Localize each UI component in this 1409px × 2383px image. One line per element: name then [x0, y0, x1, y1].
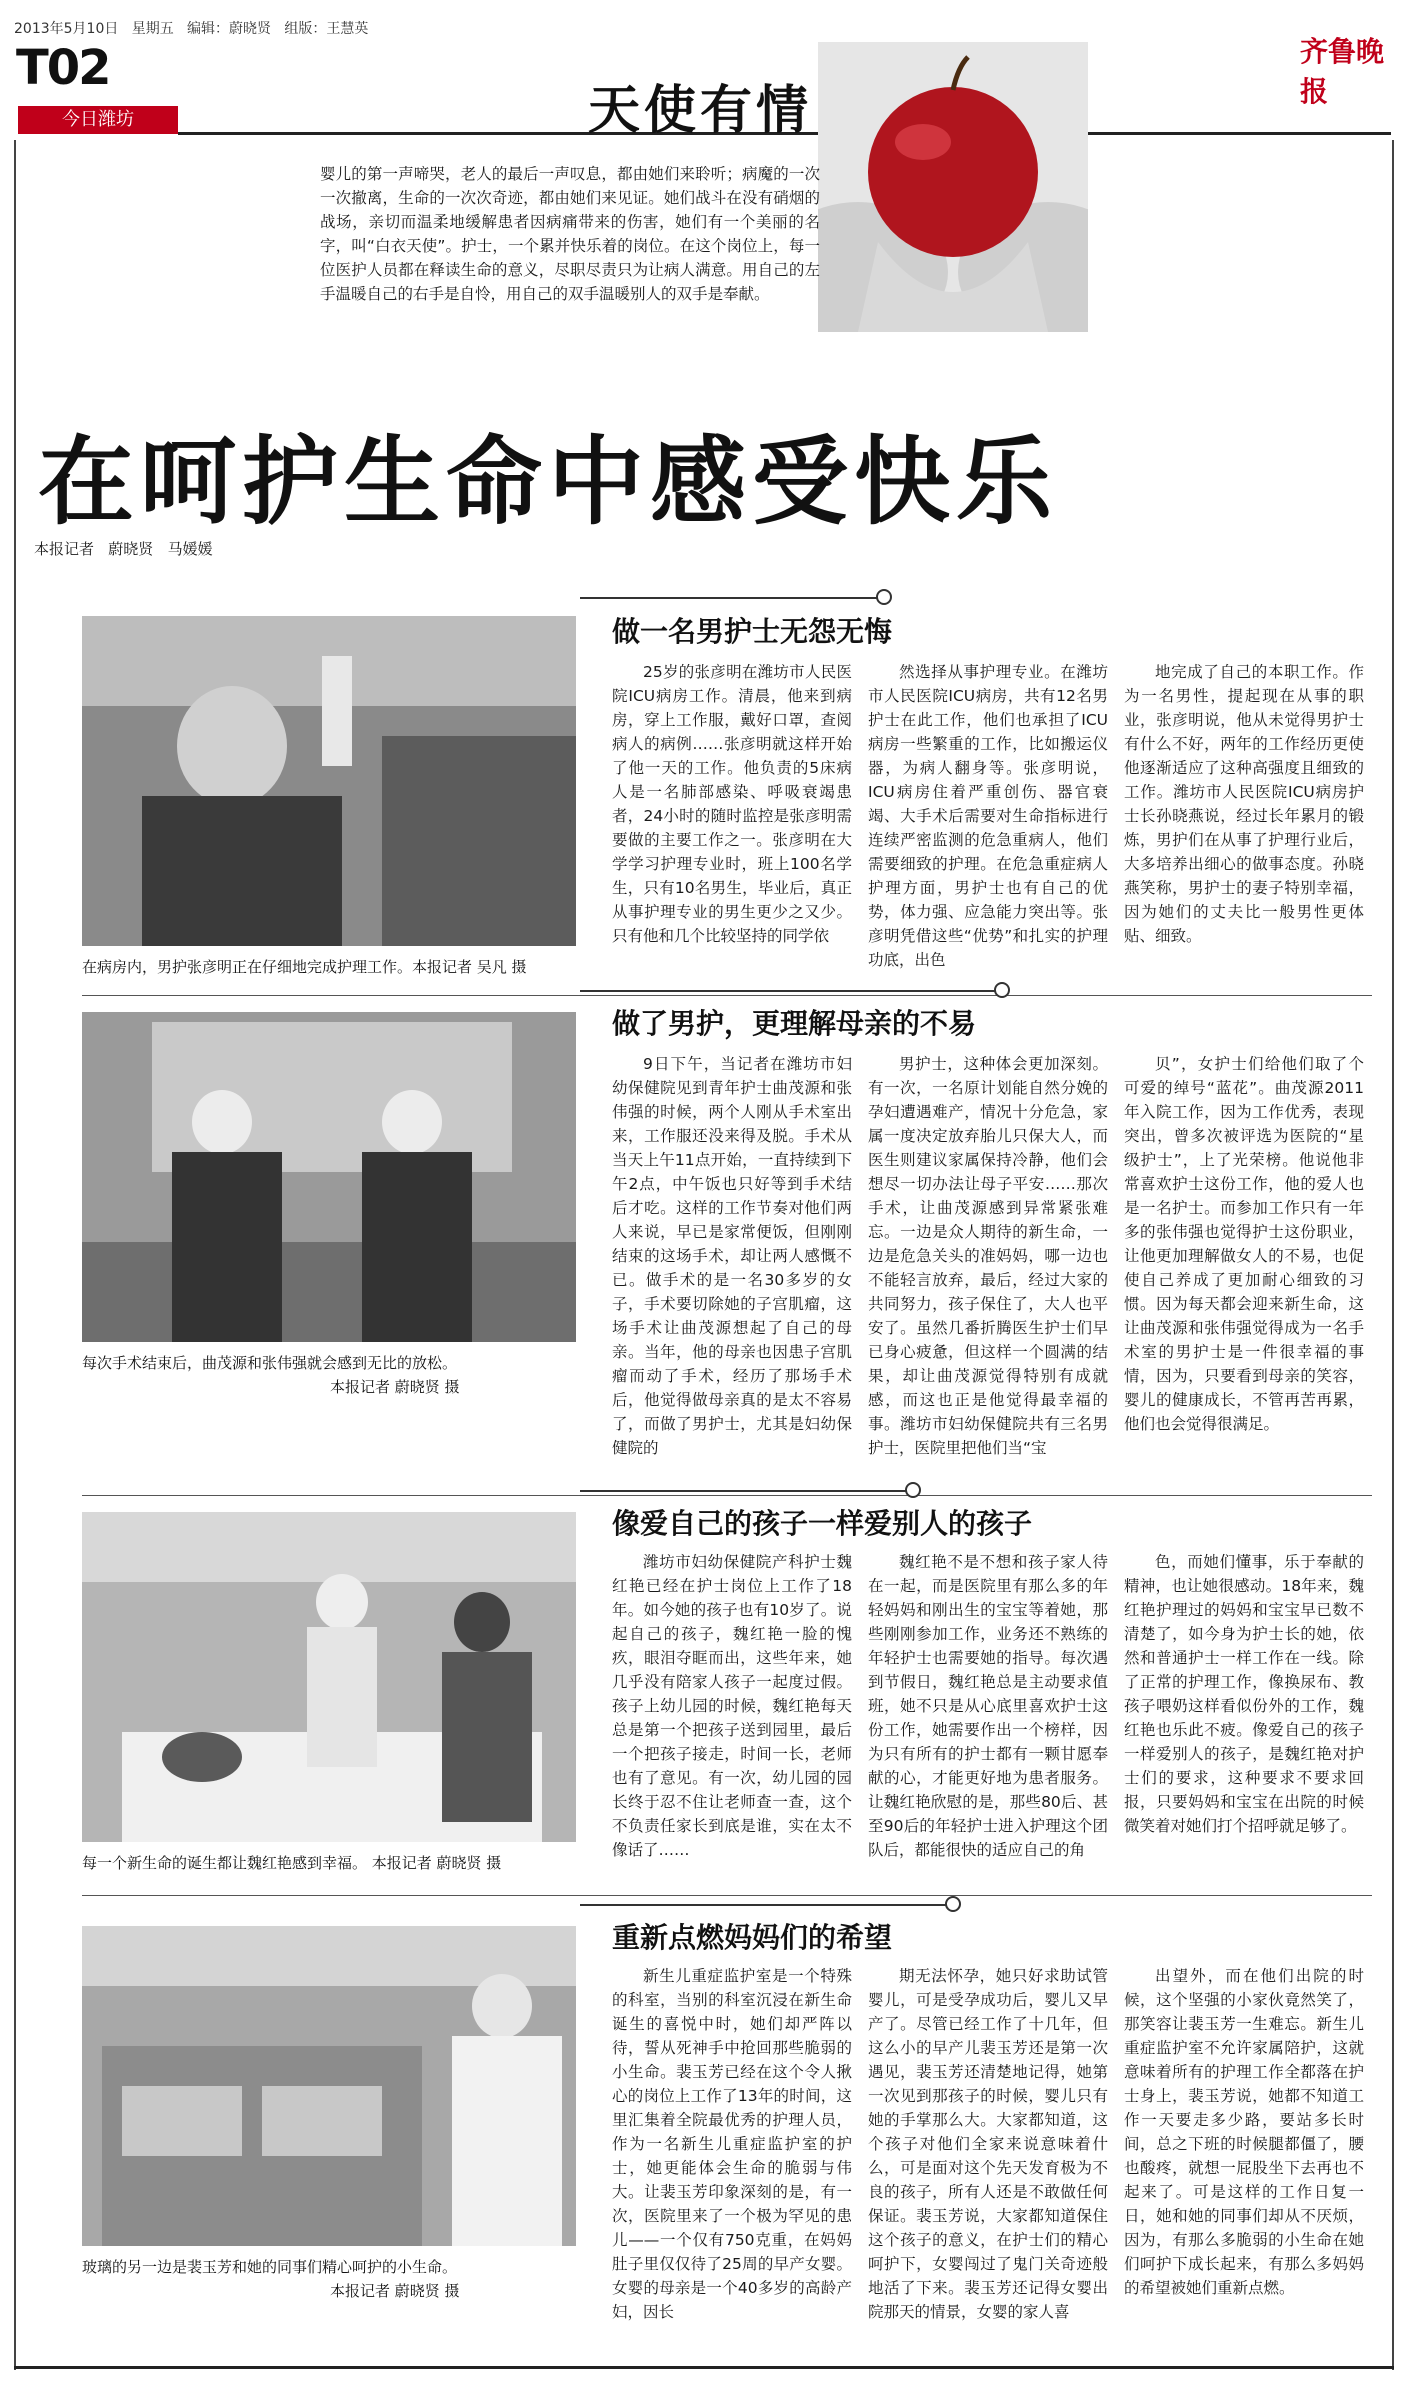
- section-rule: [580, 1904, 950, 1906]
- section-title: 做了男护，更理解母亲的不易: [612, 1007, 977, 1040]
- photo-male-nurse-icu: [82, 616, 576, 946]
- article-column: 新生儿重症监护室是一个特殊的科室，当别的科室沉浸在新生命诞生的喜悦中时，她们却严阵以待，誓从死神手中抢回那些脆弱的小生命。裴玉芳已经在这个令人揪心的岗位上工作了13年的时间，这里汇集着全院最优秀的护理人员，作为一名新生儿重症监护室的护士，她更能体会生命的脆弱与伟大。让裴玉芳印象深刻的是，有一次，医院里来了一个极为罕见的患儿——一个仅有750克重，在妈妈肚子里仅仅待了25周的早产女婴。女婴的母亲是一个40多岁的高龄产妇，因长: [612, 1967, 852, 2321]
- article-column: 25岁的张彦明在潍坊市人民医院ICU病房工作。清晨，他来到病房，穿上工作服，戴好口罩，查阅病人的病例……张彦明就这样开始了他一天的工作。他负责的5床病人是一名肺部感染、呼吸衰竭患者，24小时的随时监控是张彦明需要做的主要工作之一。张彦明在大学学习护理专业时，班上100名学生，只有10名男生，毕业后，真正从事护理专业的男生更少之又少。只有他和几个比较坚持的同学依: [612, 663, 852, 945]
- main-headline: 在呵护生命中感受快乐: [38, 426, 1058, 538]
- byline: 本报记者 蔚晓贤 马媛媛: [34, 540, 213, 558]
- section-title: 重新点燃妈妈们的希望: [612, 1921, 893, 1954]
- photo-credit: 本报记者 蔚晓贤 摄: [330, 2282, 460, 2300]
- section-rule: [580, 990, 1000, 992]
- article-column: 男护士，这种体会更加深刻。有一次，一名原计划能自然分娩的孕妇遭遇难产，情况十分危急，家属一度决定放弃胎儿只保大人，而医生则建议家属保持冷静，他们会想尽一切办法让母子平安……那次手术，让曲茂源感到异常紧张难忘。一边是众人期待的新生命，一边是危急关头的准妈妈，哪一边也不能轻言放弃，最后，经过大家的共同努力，孩子保住了，大人也平安了。虽然几番折腾医生护士们早已身心疲惫，但这样一个圆满的结果，却让曲茂源觉得特别有成就感，而这也正是他觉得最幸福的事。潍坊市妇幼保健院共有三名男护士，医院里把他们当“宝: [868, 1055, 1108, 1457]
- photo-caption: 在病房内，男护张彦明正在仔细地完成护理工作。本报记者 吴凡 摄: [82, 958, 527, 976]
- article-column: 出望外，而在他们出院的时候，这个坚强的小家伙竟然笑了，那笑容让裴玉芳一生难忘。新生儿重症监护室不允许家属陪护，这就意味着所有的护理工作全都落在护士身上，裴玉芳说，她都不知道工作一天要走多少路，要站多长时间，总之下班的时候腿都僵了，腰也酸疼，就想一屁股坐下去再也不起来了。可是这样的工作日复一日，她和她的同事们却从不厌烦，因为，有那么多脆弱的小生命在她们呵护下成长起来，有那么多妈妈的希望被她们重新点燃。: [1124, 1967, 1364, 2297]
- left-border: [14, 140, 16, 2370]
- section-rule: [580, 1490, 910, 1492]
- section-divider: [82, 1495, 1372, 1496]
- bottom-rule: [14, 2366, 1394, 2369]
- article-column: 地完成了自己的本职工作。作为一名男性，提起现在从事的职业，张彦明说，他从未觉得男护士有什么不好，两年的工作经历更使他逐渐适应了这种高强度且细致的工作。潍坊市人民医院ICU病房护士长孙晓燕说，经过长年累月的锻炼，男护们在从事了护理行业后，大多培养出细心的做事态度。孙晓燕笑称，男护士的妻子特别幸福，因为她们的丈夫比一般男性更体贴、细致。: [1124, 663, 1364, 945]
- section-rule: [580, 597, 880, 599]
- photo-neonatal-icu: [82, 1926, 576, 2246]
- photo-caption: 每次手术结束后，曲茂源和张伟强就会感到无比的放松。: [82, 1354, 458, 1372]
- section-divider: [82, 995, 1372, 996]
- article-column: 然选择从事护理专业。在潍坊市人民医院ICU病房，共有12名男护士在此工作，他们也承担了ICU病房一些繁重的工作，比如搬运仪器，为病人翻身等。张彦明说，ICU病房住着严重创伤、器官衰竭、大手术后需要对生命指标进行连续严密监测的危急重病人，他们需要细致的护理。在危急重症病人护理方面，男护士也有自己的优势，体力强、应急能力突出等。张彦明凭借这些“优势”和扎实的护理功底，出色: [868, 663, 1108, 969]
- section-circle-ornament: [876, 589, 892, 605]
- article-column: 潍坊市妇幼保健院产科护士魏红艳已经在护士岗位上工作了18年。如今她的孩子也有10岁了。说起自己的孩子，魏红艳一脸的愧疚，眼泪夺眶而出，这些年来，她几乎没有陪家人孩子一起度过假。孩子上幼儿园的时候，魏红艳每天总是第一个把孩子送到园里，最后一个把孩子接走，时间一长，老师也有了意见。有一次，幼儿园的园长终于忍不住让老师查一查，这个不负责任家长到底是谁，实在太不像话了……: [612, 1553, 852, 1859]
- feature-intro: 婴儿的第一声啼哭，老人的最后一声叹息，都由她们来聆听；病魔的一次一次撤离，生命的一次次奇迹，都由她们来见证。她们战斗在没有硝烟的战场，亲切而温柔地缓解患者因病痛带来的伤害，她们有一个美丽的名字，叫“白衣天使”。护士，一个累并快乐着的岗位。在这个岗位上，每一位医护人员都在释读生命的意义，尽职尽责只为让病人满意。用自己的左手温暖自己的右手是自怜，用自己的双手温暖别人的双手是奉献。: [320, 165, 820, 303]
- section-circle-ornament: [905, 1482, 921, 1498]
- section-title: 做一名男护士无怨无悔: [612, 615, 893, 648]
- photo-caption: 玻璃的另一边是裴玉芳和她的同事们精心呵护的小生命。: [82, 2258, 458, 2276]
- date-line: 2013年5月10日 星期五 编辑：蔚晓贤 组版：王慧英: [14, 21, 369, 37]
- article-column: 色，而她们懂事，乐于奉献的精神，也让她很感动。18年来，魏红艳护理过的妈妈和宝宝早已数不清楚了，如今身为护士长的她，依然和普通护士一样工作在一线。除了正常的护理工作，像换尿布、教孩子喂奶这样看似份外的工作，魏红艳也乐此不疲。像爱自己的孩子一样爱别人的孩子，是魏红艳对护士们的要求，这种要求不要求回报，只要妈妈和宝宝在出院的时候微笑着对她们打个招呼就足够了。: [1124, 1553, 1364, 1835]
- section-divider: [82, 1895, 1372, 1896]
- article-column: 魏红艳不是不想和孩子家人待在一起，而是医院里有那么多的年轻妈妈和刚出生的宝宝等着她，那些刚刚参加工作，业务还不熟练的年轻护士也需要她的指导。每次遇到节假日，魏红艳总是主动要求值班，她不只是从心底里喜欢护士这份工作，她需要作出一个榜样，因为只有所有的护士都有一颗甘愿奉献的心，才能更好地为患者服务。让魏红艳欣慰的是，那些80后、甚至90后的年轻护士进入护理这个团队后，都能很快的适应自己的角: [868, 1553, 1108, 1859]
- article-column: 期无法怀孕，她只好求助试管婴儿，可是受孕成功后，婴儿又早产了。尽管已经工作了十几年，但这么小的早产儿裴玉芳还是第一次遇见，裴玉芳还清楚地记得，她第一次见到那孩子的时候，婴儿只有她的手掌那么大。大家都知道，这个孩子对他们全家来说意味着什么，可是面对这个先天发育极为不良的孩子，所有人还是不敢做任何保证。裴玉芳说，大家都知道保住这个孩子的意义，在护士们的精心呵护下，女婴闯过了鬼门关奇迹般地活了下来。裴玉芳还记得女婴出院那天的情景，女婴的家人喜: [868, 1967, 1108, 2321]
- photo-caption: 每一个新生命的诞生都让魏红艳感到幸福。 本报记者 蔚晓贤 摄: [82, 1854, 502, 1872]
- apple-in-hands-image: [818, 42, 1088, 332]
- page-number: T02: [16, 40, 110, 96]
- feature-title: 天使有情: [588, 81, 813, 141]
- section-circle-ornament: [945, 1896, 961, 1912]
- section-circle-ornament: [994, 982, 1010, 998]
- right-border: [1392, 140, 1394, 2370]
- section-label: 今日潍坊: [18, 106, 178, 134]
- brand-logo: 齐鲁晚报: [1300, 35, 1385, 108]
- article-column: 贝”，女护士们给他们取了个可爱的绰号“蓝花”。曲茂源2011年入院工作，因为工作优秀，表现突出，曾多次被评选为医院的“星级护士”，上了光荣榜。他说他非常喜欢护士这份工作，他的爱人也是一名护士。而参加工作只有一年多的张伟强也觉得护士这份职业，让他更加理解做女人的不易，也促使自己养成了更加耐心细致的习惯。因为每天都会迎来新生命，这让曲茂源和张伟强觉得成为一名手术室的男护士是一件很幸福的事情，因为，只要看到母亲的笑容，婴儿的健康成长，不管再苦再累，他们也会觉得很满足。: [1124, 1055, 1364, 1433]
- photo-credit: 本报记者 蔚晓贤 摄: [330, 1378, 460, 1396]
- article-column: 9日下午，当记者在潍坊市妇幼保健院见到青年护士曲茂源和张伟强的时候，两个人刚从手术室出来，工作服还没来得及脱。手术从当天上午11点开始，一直持续到下午2点，中午饭也只好等到手术结后才吃。这样的工作节奏对他们两人来说，早已是家常便饭，但刚刚结束的这场手术，却让两人感慨不已。做手术的是一名30多岁的女子，手术要切除她的子宫肌瘤，这场手术让曲茂源想起了自己的母亲。当年，他的母亲也因患子宫肌瘤而动了手术，经历了那场手术后，他觉得做母亲真的是太不容易了，而做了男护士，尤其是妇幼保健院的: [612, 1055, 852, 1457]
- photo-maternity-ward: [82, 1512, 576, 1842]
- photo-surgery-nurses: [82, 1012, 576, 1342]
- section-title: 像爱自己的孩子一样爱别人的孩子: [612, 1507, 1033, 1540]
- apple-photo: [818, 42, 1088, 332]
